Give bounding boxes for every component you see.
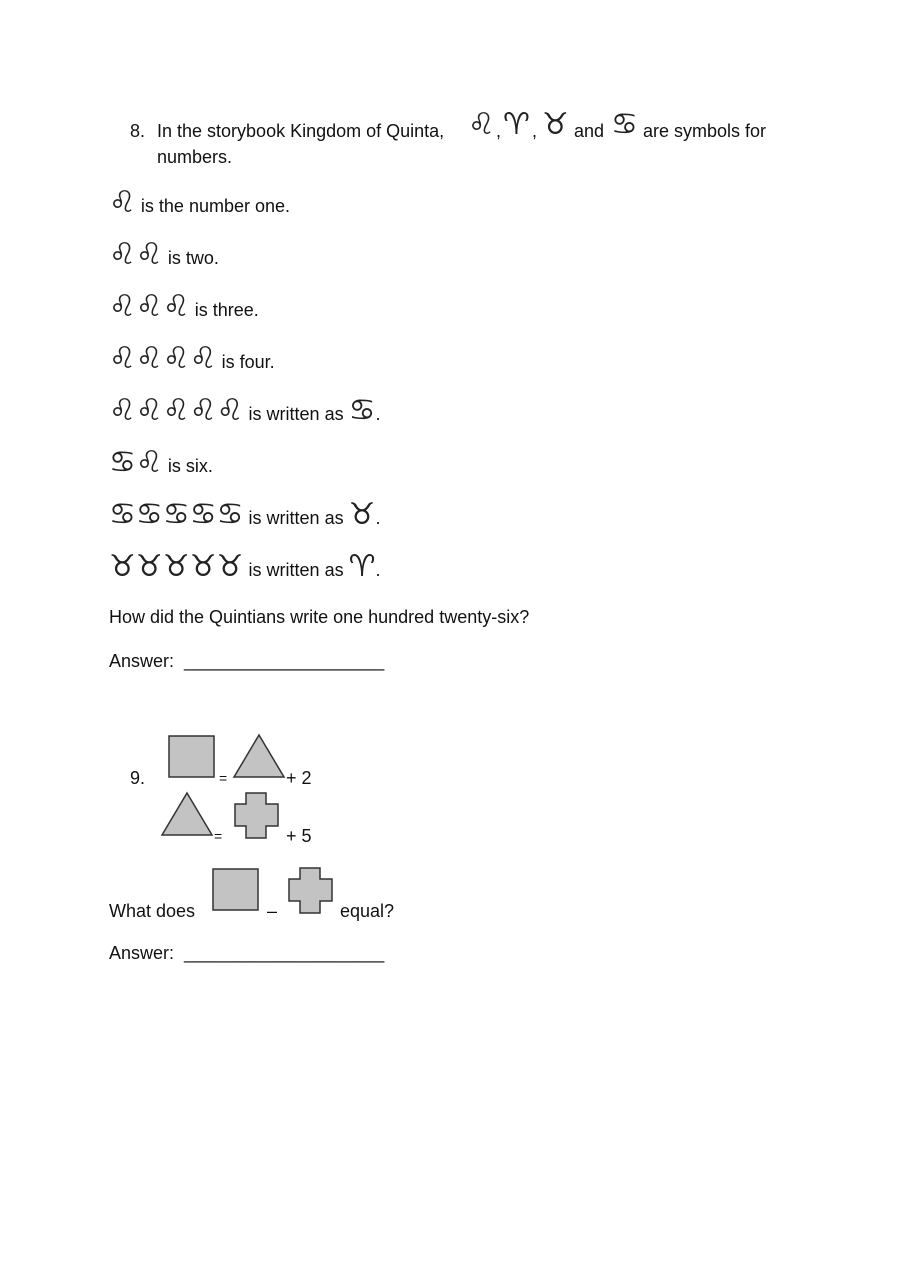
rule-text: is written as xyxy=(248,404,344,424)
rule-text: is four. xyxy=(221,352,275,372)
rule-line-three xyxy=(109,289,259,324)
triangle-shape-icon xyxy=(160,791,214,837)
rule-line-four xyxy=(109,341,275,376)
leo-symbol-icon: ♌ xyxy=(135,237,163,272)
plus-two-text: + 2 xyxy=(286,768,312,788)
question-9-prompt-end: equal? xyxy=(340,901,395,921)
aries-symbol-icon: ♈ xyxy=(348,549,376,584)
cancer-symbol-icon: ♋ xyxy=(109,497,136,532)
question-8-prompt: How did the Quintians write one hundred twenty-six? xyxy=(109,607,530,627)
leo-symbol-icon: ♌ xyxy=(162,341,190,376)
leo-symbol-icon: ♌ xyxy=(216,393,244,428)
period: . xyxy=(375,508,381,528)
leo-symbol-icon: ♌ xyxy=(189,393,217,428)
leo-symbol-icon: ♌ xyxy=(109,341,136,376)
leo-symbol-icon: ♌ xyxy=(109,289,136,324)
comma: , xyxy=(496,121,502,141)
question-9-prompt-start: What does xyxy=(109,901,196,921)
taurus-symbol-icon: ♉ xyxy=(216,549,244,584)
equals-sign: = xyxy=(219,770,228,786)
leo-symbol-icon: ♌ xyxy=(162,393,190,428)
leo-symbol-icon: ♌ xyxy=(109,237,136,272)
rule-text: is six. xyxy=(167,456,213,476)
question-8-intro-text-cont: are symbols for xyxy=(643,121,767,141)
cancer-symbol-icon: ♋ xyxy=(135,497,163,532)
rule-line-six xyxy=(109,445,213,480)
square-shape-icon xyxy=(168,735,216,779)
taurus-symbol-icon: ♉ xyxy=(109,549,136,584)
cancer-symbol-icon: ♋ xyxy=(109,445,136,480)
leo-symbol-icon: ♌ xyxy=(135,393,163,428)
answer-blank[interactable]: ____________________ xyxy=(184,651,385,671)
leo-symbol-icon: ♌ xyxy=(109,393,136,428)
rule-text: is three. xyxy=(194,300,259,320)
period: . xyxy=(375,404,381,424)
leo-symbol-icon: ♌ xyxy=(468,107,495,142)
leo-symbol-icon: ♌ xyxy=(135,445,163,480)
triangle-shape-icon xyxy=(232,733,286,779)
aries-symbol-icon: ♈ xyxy=(503,107,530,142)
cross-shape-icon xyxy=(234,792,280,840)
period: . xyxy=(375,560,381,580)
taurus-symbol-icon: ♉ xyxy=(189,549,217,584)
rule-text: is two. xyxy=(167,248,219,268)
and-text: and xyxy=(574,121,605,141)
leo-symbol-icon: ♌ xyxy=(135,341,163,376)
rule-line-seven xyxy=(109,497,381,532)
leo-symbol-icon: ♌ xyxy=(109,185,136,220)
square-shape-icon xyxy=(212,868,260,912)
question-9-number: 9. xyxy=(130,768,146,788)
leo-symbol-icon: ♌ xyxy=(189,341,217,376)
cancer-symbol-icon: ♋ xyxy=(162,497,190,532)
cancer-symbol-icon: ♋ xyxy=(216,497,244,532)
question-8-number: 8. xyxy=(130,121,146,141)
question-8-intro-text-end: numbers. xyxy=(157,147,233,167)
leo-symbol-icon: ♌ xyxy=(162,289,190,324)
minus-sign: – xyxy=(267,901,278,921)
cancer-symbol-icon: ♋ xyxy=(611,107,638,142)
answer-label: Answer: xyxy=(109,943,175,963)
leo-symbol-icon: ♌ xyxy=(135,289,163,324)
plus-five-text: + 5 xyxy=(286,826,312,846)
question-8-intro-text: In the storybook Kingdom of Quinta, xyxy=(157,121,445,141)
rule-line-eight xyxy=(109,549,381,584)
cancer-symbol-icon: ♋ xyxy=(348,393,376,428)
rule-text: is written as xyxy=(248,508,344,528)
rule-line-five xyxy=(109,393,381,428)
comma: , xyxy=(532,121,538,141)
cross-shape-icon xyxy=(288,867,334,915)
answer-label: Answer: xyxy=(109,651,175,671)
rule-line-one xyxy=(109,185,291,220)
equals-sign: = xyxy=(214,828,223,844)
taurus-symbol-icon: ♉ xyxy=(348,497,376,532)
rule-text: is written as xyxy=(248,560,344,580)
taurus-symbol-icon: ♉ xyxy=(542,107,569,142)
taurus-symbol-icon: ♉ xyxy=(135,549,163,584)
answer-blank[interactable]: ____________________ xyxy=(184,943,385,963)
cancer-symbol-icon: ♋ xyxy=(189,497,217,532)
rule-line-two xyxy=(109,237,219,272)
rule-text: is the number one. xyxy=(140,196,291,216)
taurus-symbol-icon: ♉ xyxy=(162,549,190,584)
